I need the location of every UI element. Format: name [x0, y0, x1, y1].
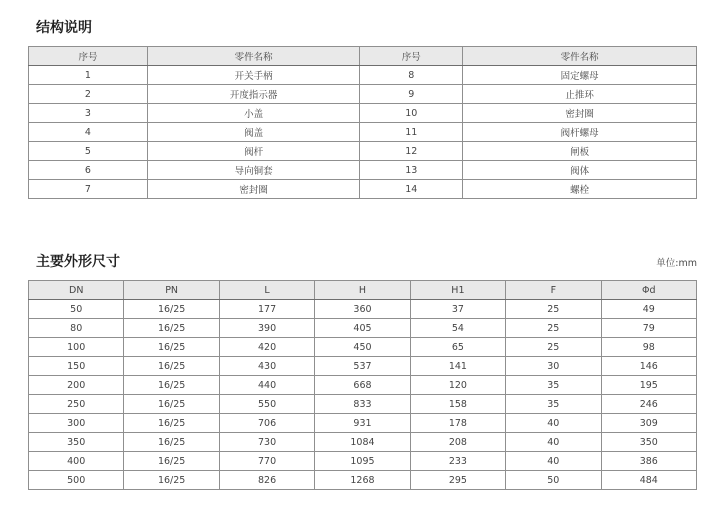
table-cell: 98: [601, 338, 696, 357]
table-cell: 密封圈: [463, 104, 697, 123]
table-cell: 1: [29, 66, 148, 85]
table-cell: 54: [410, 319, 505, 338]
table-cell: 16/25: [124, 319, 219, 338]
structure-parts-table: [28, 46, 697, 199]
table-cell: 16/25: [124, 452, 219, 471]
table-cell: 开度指示器: [147, 85, 359, 104]
table-cell: 1268: [315, 471, 410, 490]
table-cell: 200: [29, 376, 124, 395]
table-cell: 178: [410, 414, 505, 433]
table-cell: 65: [410, 338, 505, 357]
table-cell: 16/25: [124, 357, 219, 376]
dimensions-section-header: [28, 254, 697, 271]
table-cell: 150: [29, 357, 124, 376]
table-cell: 730: [219, 433, 314, 452]
unit-label: 单位:mm: [656, 258, 697, 269]
table-cell: 386: [601, 452, 696, 471]
table-cell: 931: [315, 414, 410, 433]
table-cell: 1095: [315, 452, 410, 471]
table-cell: 49: [601, 300, 696, 319]
table-cell: 9: [360, 85, 463, 104]
table-row: [29, 123, 697, 142]
table-cell: 120: [410, 376, 505, 395]
table-cell: 250: [29, 395, 124, 414]
table-cell: 833: [315, 395, 410, 414]
table-row: [29, 300, 697, 319]
dimensions-table: [28, 280, 697, 490]
table-cell: 7: [29, 180, 148, 199]
table-cell: 16/25: [124, 414, 219, 433]
table-cell: 79: [601, 319, 696, 338]
column-header: H: [315, 281, 410, 300]
table-cell: 16/25: [124, 300, 219, 319]
column-header: 序号: [360, 47, 463, 66]
table-cell: 37: [410, 300, 505, 319]
table-cell: 360: [315, 300, 410, 319]
table-cell: 177: [219, 300, 314, 319]
table-cell: 390: [219, 319, 314, 338]
table-cell: 668: [315, 376, 410, 395]
table-cell: 300: [29, 414, 124, 433]
table-cell: 309: [601, 414, 696, 433]
table-cell: 706: [219, 414, 314, 433]
table-cell: 40: [506, 433, 601, 452]
table-cell: 阀体: [463, 161, 697, 180]
table-row: [29, 142, 697, 161]
structure-section-title: 结构说明: [36, 20, 92, 36]
table-cell: 537: [315, 357, 410, 376]
table-cell: 440: [219, 376, 314, 395]
table-cell: 3: [29, 104, 148, 123]
table-cell: 35: [506, 395, 601, 414]
table-cell: 止推环: [463, 85, 697, 104]
table-cell: 40: [506, 414, 601, 433]
table-cell: 8: [360, 66, 463, 85]
table-cell: 400: [29, 452, 124, 471]
column-header: L: [219, 281, 314, 300]
table-row: [29, 395, 697, 414]
table-row: [29, 433, 697, 452]
table-row: [29, 161, 697, 180]
table-header-row: [29, 281, 697, 300]
column-header: H1: [410, 281, 505, 300]
table-cell: 50: [29, 300, 124, 319]
table-cell: 螺栓: [463, 180, 697, 199]
table-row: [29, 471, 697, 490]
table-cell: 35: [506, 376, 601, 395]
table-cell: 1084: [315, 433, 410, 452]
table-cell: 固定螺母: [463, 66, 697, 85]
table-cell: 10: [360, 104, 463, 123]
dimensions-section-title: 主要外形尺寸: [36, 254, 120, 270]
table-row: [29, 104, 697, 123]
table-cell: 50: [506, 471, 601, 490]
table-cell: 100: [29, 338, 124, 357]
table-cell: 16/25: [124, 338, 219, 357]
table-cell: 11: [360, 123, 463, 142]
table-cell: 80: [29, 319, 124, 338]
table-cell: 208: [410, 433, 505, 452]
table-row: [29, 357, 697, 376]
table-cell: 阀杆: [147, 142, 359, 161]
table-cell: 350: [601, 433, 696, 452]
column-header: F: [506, 281, 601, 300]
table-cell: 25: [506, 319, 601, 338]
table-cell: 13: [360, 161, 463, 180]
column-header: DN: [29, 281, 124, 300]
table-cell: 25: [506, 338, 601, 357]
table-cell: 25: [506, 300, 601, 319]
table-cell: 密封圈: [147, 180, 359, 199]
table-cell: 484: [601, 471, 696, 490]
table-cell: 233: [410, 452, 505, 471]
table-cell: 770: [219, 452, 314, 471]
table-cell: 闸板: [463, 142, 697, 161]
table-cell: 16/25: [124, 376, 219, 395]
column-header: 零件名称: [147, 47, 359, 66]
table-row: [29, 414, 697, 433]
table-cell: 430: [219, 357, 314, 376]
table-cell: 405: [315, 319, 410, 338]
table-cell: 4: [29, 123, 148, 142]
table-cell: 30: [506, 357, 601, 376]
table-row: [29, 376, 697, 395]
table-cell: 826: [219, 471, 314, 490]
table-cell: 350: [29, 433, 124, 452]
table-header-row: [29, 47, 697, 66]
table-row: [29, 319, 697, 338]
table-cell: 12: [360, 142, 463, 161]
table-cell: 阀杆螺母: [463, 123, 697, 142]
table-cell: 小盖: [147, 104, 359, 123]
table-row: [29, 85, 697, 104]
table-cell: 146: [601, 357, 696, 376]
table-cell: 6: [29, 161, 148, 180]
column-header: PN: [124, 281, 219, 300]
table-row: [29, 66, 697, 85]
table-row: [29, 338, 697, 357]
table-cell: 16/25: [124, 433, 219, 452]
table-cell: 导向铜套: [147, 161, 359, 180]
column-header: 序号: [29, 47, 148, 66]
table-cell: 450: [315, 338, 410, 357]
table-cell: 16/25: [124, 471, 219, 490]
table-cell: 40: [506, 452, 601, 471]
table-cell: 开关手柄: [147, 66, 359, 85]
column-header: 零件名称: [463, 47, 697, 66]
table-cell: 500: [29, 471, 124, 490]
table-cell: 2: [29, 85, 148, 104]
table-cell: 阀盖: [147, 123, 359, 142]
table-cell: 5: [29, 142, 148, 161]
table-cell: 141: [410, 357, 505, 376]
table-row: [29, 180, 697, 199]
table-cell: 16/25: [124, 395, 219, 414]
table-cell: 14: [360, 180, 463, 199]
table-cell: 295: [410, 471, 505, 490]
table-cell: 246: [601, 395, 696, 414]
table-cell: 550: [219, 395, 314, 414]
column-header: Φd: [601, 281, 696, 300]
table-cell: 420: [219, 338, 314, 357]
table-cell: 195: [601, 376, 696, 395]
table-cell: 158: [410, 395, 505, 414]
table-row: [29, 452, 697, 471]
